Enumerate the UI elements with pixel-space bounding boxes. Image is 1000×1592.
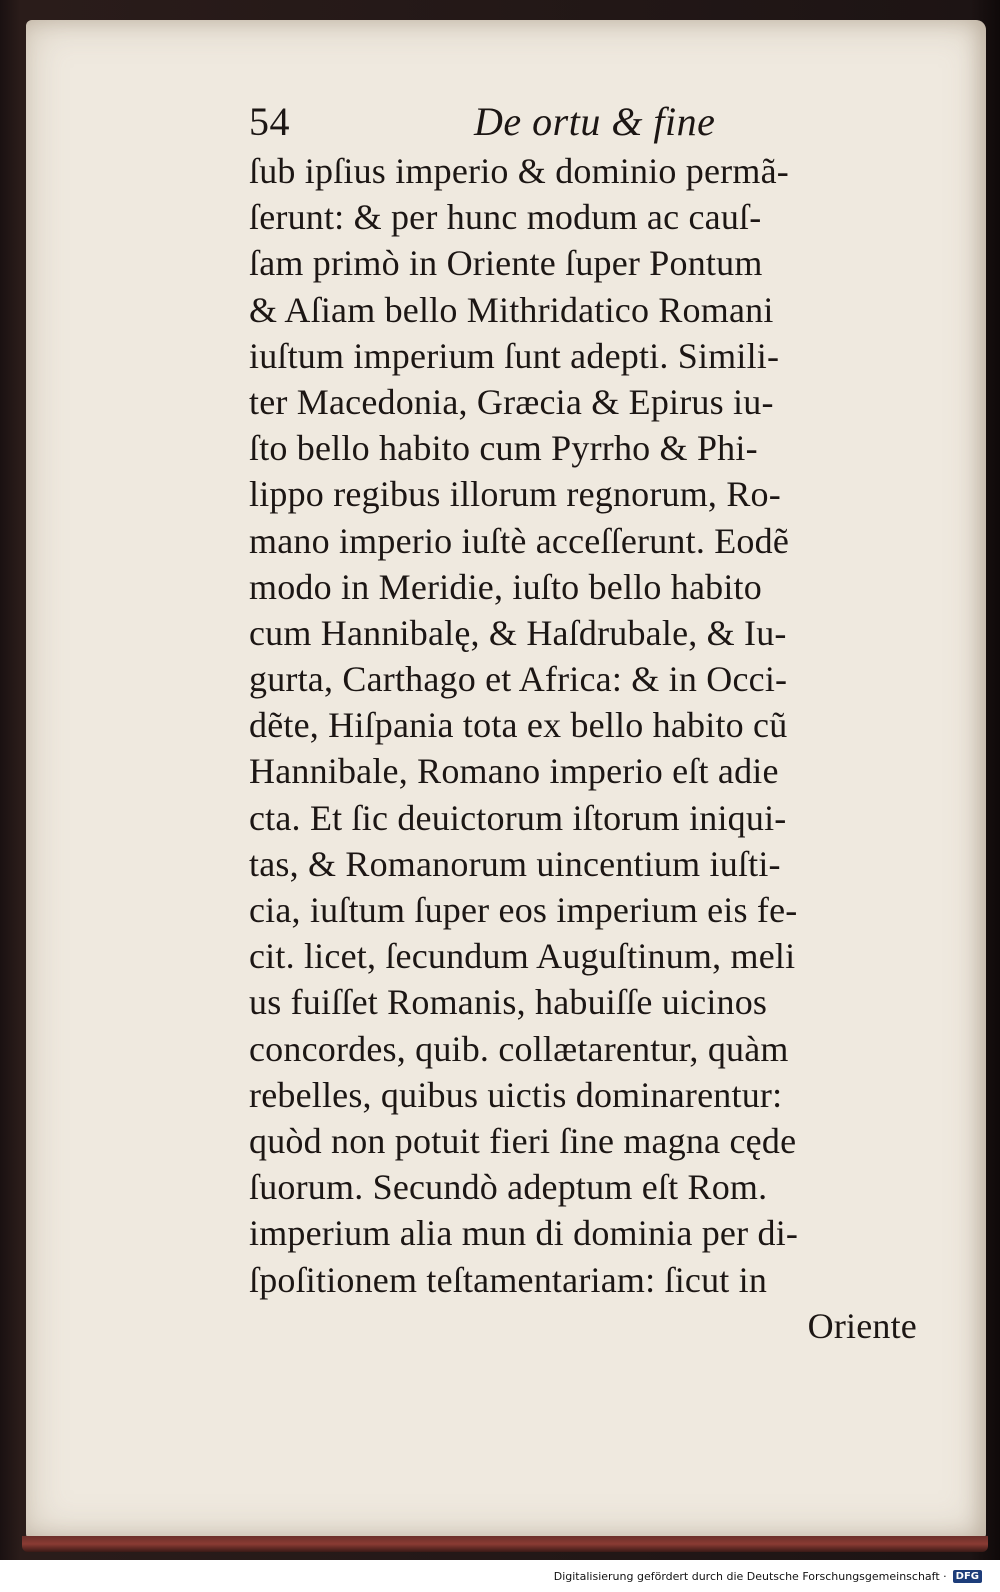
text-line: cia, iuſtum ſuper eos imperium eis fe- [249,890,798,930]
text-line: rebelles, quibus uictis dominarentur: [249,1074,783,1115]
text-line: dẽte, Hiſpania tota ex bello habito cũ [249,705,788,746]
dfg-logo: DFG [953,1570,982,1583]
text-line: ſub ipſius imperio & dominio permã- [249,151,789,191]
text-line: gurta, Carthago et Africa: & in Occi- [249,659,788,700]
text-line: quòd non potuit fieri ſine magna cęde [249,1120,797,1161]
text-line: Hannibale, Romano imperio eſt adie [249,751,779,792]
text-line: ſto bello habito cum Pyrrho & Phi- [249,428,758,469]
funding-credit: Digitalisierung gefördert durch die Deutsche Forschungsgemeinschaft · [553,1569,947,1583]
text-line: mano imperio iuſtè acceſſerunt. Eodẽ [249,520,789,561]
page-edge [22,1536,988,1552]
body-text [249,148,929,1303]
text-line: ter Macedonia, Græcia & Epirus iu- [249,381,774,422]
text-line: ſuorum. Secundò adeptum eſt Rom. [249,1167,768,1208]
catchword: Oriente [807,1305,917,1346]
text-line: concordes, quib. collætarentur, quàm [249,1028,789,1069]
footer-bar [0,1560,1000,1592]
text-line: cum Hannibalę, & Haſdrubale, & Iu- [249,612,787,653]
running-head: De ortu & fine [474,99,716,144]
text-line: tas, & Romanorum uincentium iuſti- [249,843,781,884]
page-header [249,98,929,148]
text-line: imperium alia mun di dominia per di- [249,1213,799,1254]
text-line: cit. licet, ſecundum Auguſtinum, meli [249,936,796,977]
text-line: cta. Et ſic deuictorum iſtorum iniqui- [249,797,787,838]
text-line: lippo regibus illorum regnorum, Ro- [249,474,781,515]
text-line: us fuiſſet Romanis, habuiſſe uicinos [249,982,768,1023]
text-line: ſam primò in Oriente ſuper Pontum [249,243,763,284]
text-line: modo in Meridie, iuſto bello habito [249,566,762,607]
text-line: & Aſiam bello Mithridatico Romani [249,289,774,330]
text-line: iuſtum imperium ſunt adepti. Simili- [249,335,780,376]
page-number: 54 [249,99,290,144]
text-block [249,98,929,1349]
text-line: ſpoſitionem teſtamentariam: ſicut in [249,1259,768,1300]
text-line: ſerunt: & per hunc modum ac cauſ- [249,197,762,238]
